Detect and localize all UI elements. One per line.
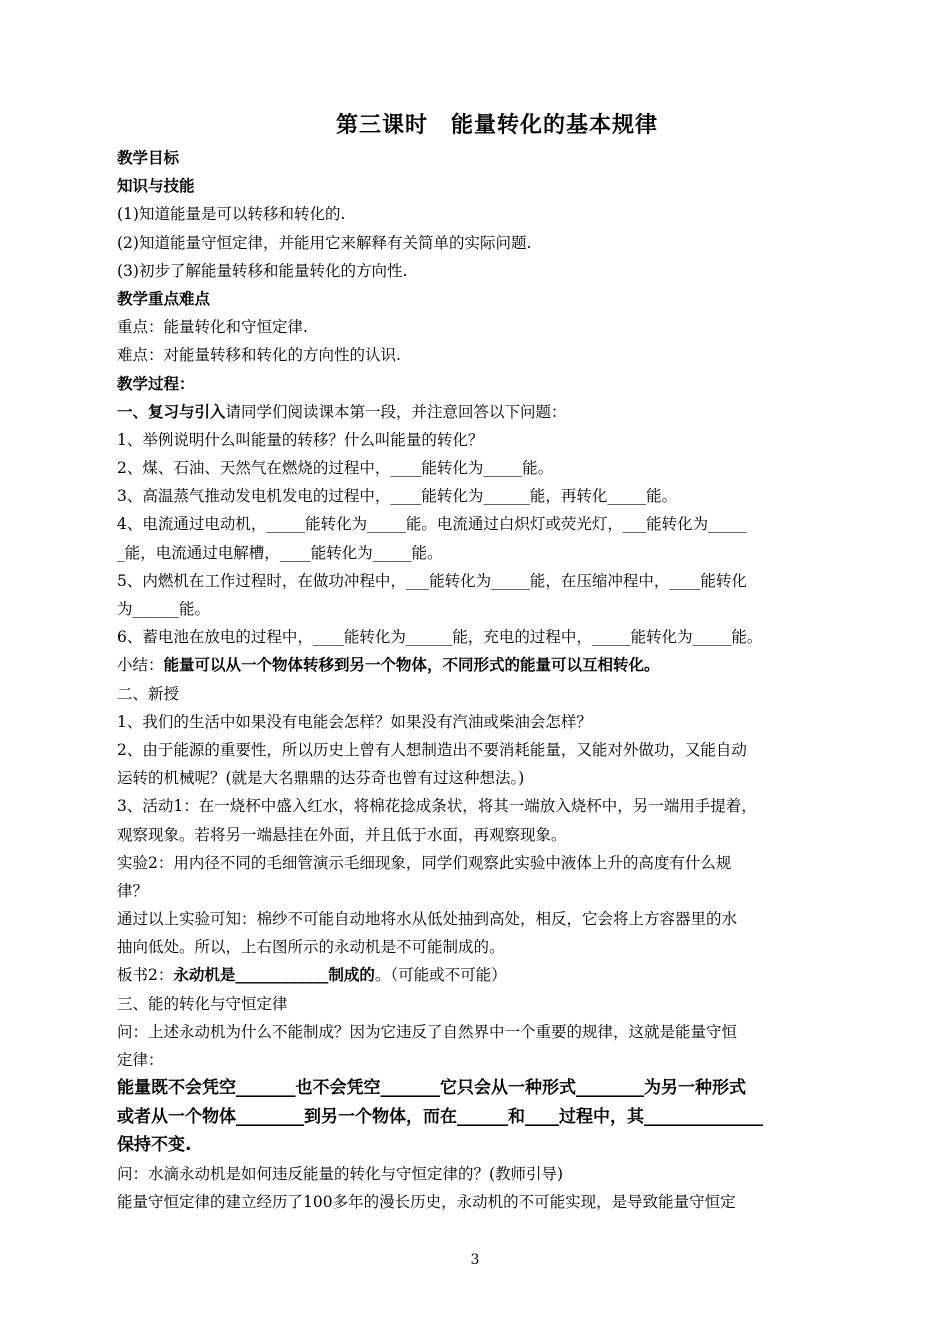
review-intro: 请同学们阅读课本第一段，并注意回答以下问题： (225, 402, 567, 421)
teach-p3a: 3、活动1：在一烧杯中盛入红水，将棉花捻成条状，将其一端放入烧杯中，另一端用手提着， (117, 797, 757, 816)
key-point: 重点：能量转化和守恒定律. (117, 318, 308, 337)
document-page (117, 108, 877, 1216)
teach-p2a: 2、由于能源的重要性，所以历史上曾有人想制造出不要消耗能量，又能对外做功，又能自动 (117, 740, 747, 759)
heading-process: 教学过程： (117, 374, 195, 393)
heading-knowledge: 知识与技能 (117, 177, 195, 196)
law-q3: 能量守恒定律的建立经历了100多年的漫长历史，永动机的不可能实现，是导致能量守恒定 (117, 1193, 736, 1212)
summary-label: 小结： (117, 656, 164, 675)
objective-3: (3)初步了解能量转移和能量转化的方向性. (117, 261, 408, 280)
summary-line (117, 651, 877, 679)
teach-p2b: 运转的机械呢？(就是大名鼎鼎的达芬奇也曾有过这种想法。) (117, 769, 525, 788)
teach-p1: 1、我们的生活中如果没有电能会怎样？如果没有汽油或柴油会怎样？ (117, 712, 592, 731)
teach-p4b: 律？ (117, 881, 149, 900)
board-text: 永动机是____________制成的 (173, 966, 375, 985)
review-q4b: _能，电流通过电解槽，____能转化为_____能。 (117, 543, 443, 562)
summary-text: 能量可以从一个物体转移到另一个物体，不同形式的能量可以互相转化。 (163, 656, 660, 675)
teach-p3b: 观察现象。若将另一端悬挂在外面，并且低于水面，再观察现象。 (117, 825, 567, 844)
review-q2: 2、煤、石油、天然气在燃烧的过程中，____能转化为_____能。 (117, 459, 554, 478)
review-q1: 1、举例说明什么叫能量的转移？什么叫能量的转化？ (117, 430, 484, 449)
review-q5a: 5、内燃机在工作过程时，在做功冲程中，___能转化为_____能，在压缩冲程中，____能转化 (117, 571, 747, 590)
heading-objectives: 教学目标 (117, 149, 180, 167)
teach-p4a: 实验2：用内径不同的毛细管演示毛细现象，同学们观察此实验中液体上升的高度有什么规 (117, 853, 732, 872)
board-line (117, 961, 877, 989)
review-q4a: 4、电流通过电动机，_____能转化为_____能。电流通过白炽灯或荧光灯，___能转化为_____ (117, 515, 747, 534)
review-heading: 一、复习与引入 (117, 402, 226, 421)
review-intro-line (117, 398, 877, 426)
teach-p5b: 抽向低处。所以，上右图所示的永动机是不可能制成的。 (117, 938, 505, 957)
difficult-point: 难点：对能量转移和转化的方向性的认识. (117, 346, 401, 365)
board-label: 板书2： (117, 966, 174, 985)
law-statement-3: 保持不变. (117, 1135, 192, 1156)
law-q2: 问：水滴永动机是如何违反能量的转化与守恒定律的？(教师引导) (117, 1164, 564, 1183)
objective-1: (1)知道能量是可以转移和转化的. (117, 205, 346, 224)
heading-key-points: 教学重点难点 (117, 289, 211, 308)
law-q1b: 定律： (117, 1051, 164, 1069)
teach-p5a: 通过以上实验可知：棉纱不可能自动地将水从低处抽到高处，相反，它会将上方容器里的水 (117, 910, 738, 929)
law-statement-1: 能量既不会凭空_______也不会凭空_______它只会从一种形式________为另一种形式 (117, 1078, 746, 1099)
law-q1a: 问：上述永动机为什么不能制成？因为它违反了自然界中一个重要的规律，这就是能量守恒 (117, 1022, 738, 1041)
law-statement-2: 或者从一个物体________到另一个物体，而在______和____过程中，其______________ (117, 1106, 763, 1127)
review-q3: 3、高温蒸气推动发电机发电的过程中，____能转化为______能，再转化_____能。 (117, 487, 678, 506)
page-number: 3 (470, 1252, 480, 1268)
page-title: 第三课时 能量转化的基本规律 (335, 113, 658, 138)
review-q5b: 为______能。 (117, 600, 211, 618)
objective-2: (2)知道能量守恒定律，并能用它来解释有关简单的实际问题. (117, 233, 532, 252)
teach-heading: 二、新授 (117, 684, 180, 703)
review-q6: 6、蓄电池在放电的过程中，____能转化为______能，充电的过程中，_____能转化为_____能。 (117, 628, 763, 647)
law-heading: 三、能的转化与守恒定律 (117, 994, 288, 1013)
board-hint: 。（可能或不可能） (374, 966, 507, 985)
